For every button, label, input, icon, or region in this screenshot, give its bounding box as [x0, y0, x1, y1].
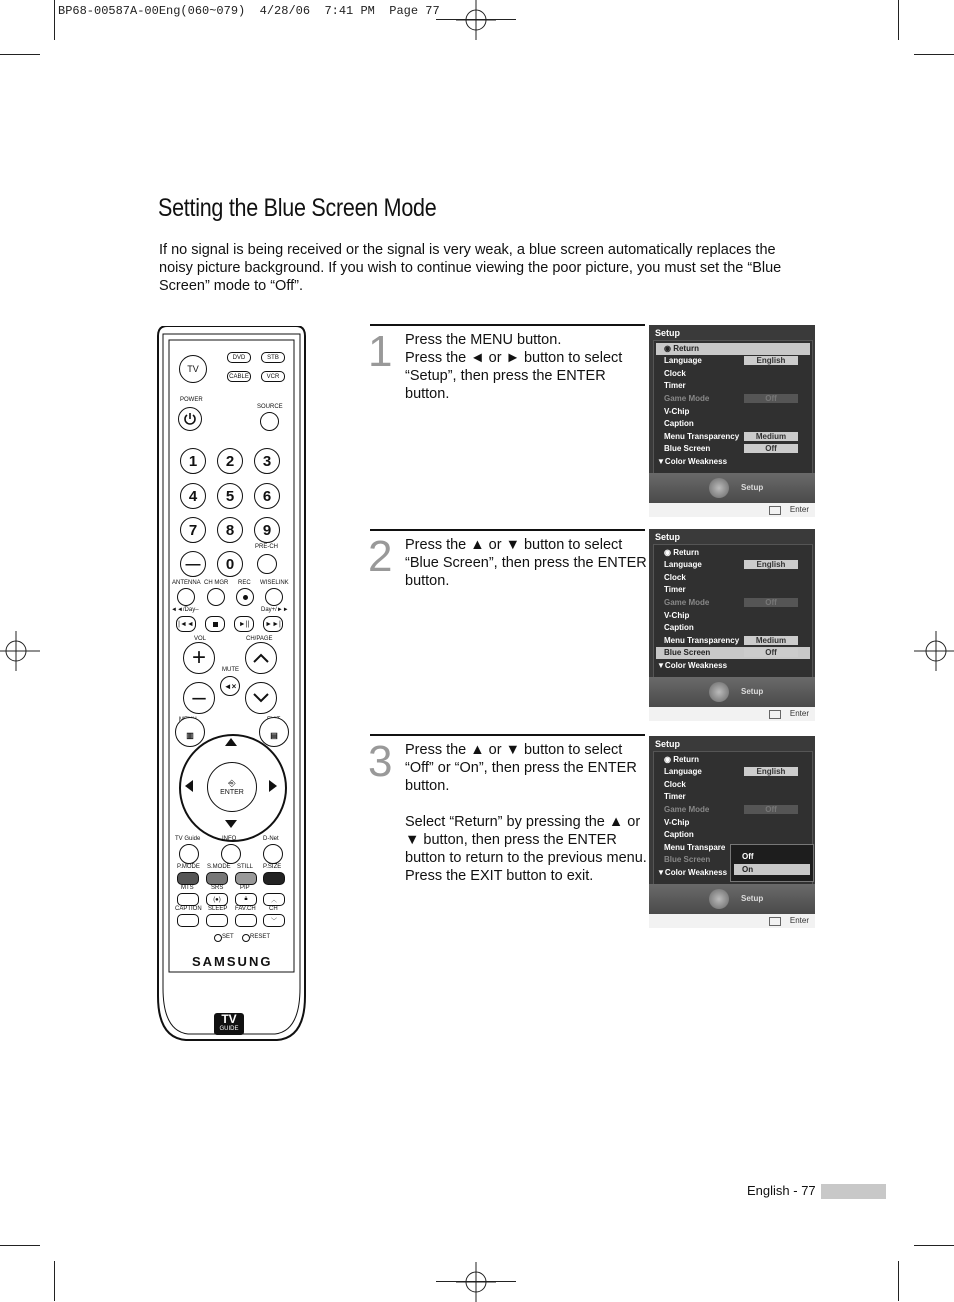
- osd-2-row-clock[interactable]: [656, 572, 810, 584]
- crop-mark: [914, 1245, 954, 1246]
- crop-mark: [54, 0, 55, 40]
- osd-2-row-timer[interactable]: [656, 584, 810, 596]
- srs-icon: (●): [213, 896, 221, 903]
- osd-2-game-mode-value: Off: [744, 598, 798, 607]
- osd-1-game-mode-value: Off: [744, 394, 798, 403]
- source-label: SOURCE: [257, 404, 283, 410]
- minus-icon: –: [192, 684, 206, 711]
- osd-1-row-vchip[interactable]: [656, 406, 810, 418]
- osd-1-enter-label: Enter: [789, 505, 809, 514]
- osd-1-row-language[interactable]: [656, 355, 810, 367]
- tvguide-label: TV Guide: [175, 836, 201, 842]
- tv-guide-badge-top: TV: [221, 1012, 237, 1026]
- digit-0-label: 0: [225, 555, 235, 573]
- registration-mark-left: [0, 631, 40, 671]
- step-3-text: [405, 741, 650, 885]
- info-label: INFO: [222, 836, 237, 842]
- chmgr-button[interactable]: [207, 588, 225, 606]
- plus-icon: +: [191, 644, 206, 671]
- mute-icon: ◄×: [223, 681, 237, 691]
- tv-button[interactable]: [179, 355, 207, 383]
- tvguide-button[interactable]: [179, 844, 199, 864]
- favch-label: FAV.CH: [235, 906, 256, 912]
- step-1-rule: [370, 324, 645, 326]
- enter-hint-icon: [769, 506, 781, 515]
- srs-button[interactable]: [206, 893, 228, 906]
- osd-3-option-popup: [730, 844, 814, 882]
- digit-8-label: 8: [225, 521, 235, 539]
- osd-2-blue-screen-value: Off: [744, 648, 798, 657]
- osd-2-caption-label: Caption: [664, 623, 694, 632]
- osd-3-color-weakness-text: Color Weakness: [664, 868, 728, 877]
- mts-button[interactable]: [177, 893, 199, 906]
- step-3-number: 3: [368, 737, 393, 786]
- digit-1-label: 1: [188, 452, 198, 470]
- osd-1-row-color-weakness[interactable]: [656, 456, 810, 468]
- power-icon: [183, 412, 197, 426]
- osd-menu-2: [649, 529, 815, 721]
- chevron-down-icon: [253, 693, 269, 703]
- osd-3-row-timer[interactable]: [656, 791, 810, 803]
- menu-button[interactable]: [175, 717, 205, 747]
- wiselink-button[interactable]: [265, 588, 283, 606]
- nav-left-button[interactable]: [185, 780, 193, 792]
- channel-up-button[interactable]: [245, 642, 277, 674]
- registration-mark-bottom: [456, 1262, 496, 1302]
- osd-2-color-weakness-text: Color Weakness: [664, 661, 728, 670]
- enter-hint-icon: [769, 710, 781, 719]
- fast-forward-icon: ►►|: [265, 620, 281, 628]
- digit-2-button[interactable]: [217, 448, 243, 474]
- psize-label: P.SIZE: [263, 864, 282, 870]
- gear-icon: [709, 889, 729, 909]
- osd-1-row-game-mode: [656, 393, 810, 405]
- wiselink-label: WISELINK: [260, 580, 289, 586]
- vcr-button[interactable]: [261, 371, 285, 382]
- osd-3-row-game-mode: [656, 804, 810, 816]
- digit-9-label: 9: [262, 521, 272, 539]
- enter-hint-icon: [769, 917, 781, 926]
- srs-label: SRS: [211, 885, 224, 891]
- osd-1-language-value: English: [744, 356, 798, 365]
- pip-button[interactable]: [235, 893, 257, 906]
- volume-down-button[interactable]: [183, 682, 215, 714]
- osd-1-game-mode-label: Game Mode: [664, 394, 710, 403]
- rec-button[interactable]: [236, 588, 254, 606]
- smode-label: S.MODE: [207, 864, 231, 870]
- osd-2-transparency-value: Medium: [744, 636, 798, 645]
- step-1-number: 1: [368, 327, 393, 376]
- dnet-label: D-Net: [263, 836, 279, 842]
- osd-2-row-caption[interactable]: [656, 622, 810, 634]
- osd-1-panel: [653, 340, 813, 474]
- osd-2-row-menu-transparency[interactable]: [656, 635, 810, 647]
- osd-1-clock-label: Clock: [664, 369, 686, 378]
- osd-2-vchip-label: V-Chip: [664, 611, 690, 620]
- pmode-label: P.MODE: [177, 864, 200, 870]
- tv-guide-badge-bottom: GUIDE: [219, 1026, 239, 1032]
- step-1-line-2: Press the ◄ or ► button to select “Setup”, then press the ENTER button.: [405, 350, 623, 402]
- digit-6-button[interactable]: [254, 483, 280, 509]
- lock-icon: 🔒︎: [244, 896, 248, 902]
- digit-5-button[interactable]: [217, 483, 243, 509]
- osd-3-game-mode-label: Game Mode: [664, 805, 710, 814]
- dvd-label: DVD: [232, 354, 246, 361]
- digit-9-button[interactable]: [254, 517, 280, 543]
- stb-button[interactable]: [261, 352, 285, 363]
- osd-1-blue-screen-value: Off: [744, 444, 798, 453]
- osd-1-footer-label: Setup: [741, 483, 764, 492]
- mts-label: MTS: [181, 885, 194, 891]
- dash-label: —: [185, 555, 201, 573]
- day-plus-label: Day+/►►: [261, 607, 289, 613]
- info-button[interactable]: [221, 844, 241, 864]
- set-button[interactable]: [214, 934, 222, 942]
- sleep-button[interactable]: [206, 914, 228, 927]
- step-2-text: [405, 536, 650, 590]
- osd-3-language-label: Language: [664, 767, 702, 776]
- osd-3-caption-label: Caption: [664, 830, 694, 839]
- osd-1-return-label: ◉ Return: [664, 344, 699, 353]
- smode-button[interactable]: [206, 872, 228, 885]
- osd-2-panel: [653, 544, 813, 678]
- step-1-text: [405, 331, 650, 403]
- step-2-number: 2: [368, 532, 393, 581]
- power-label: POWER: [180, 397, 203, 403]
- crop-mark: [0, 1245, 40, 1246]
- antenna-button[interactable]: [177, 588, 195, 606]
- intro-paragraph: If no signal is being received or the signal is very weak, a blue screen automatically replaces the noisy picture background. If you wish to continue viewing the poor picture, you must set the “Blue Screen” mode to “Off”.: [159, 242, 782, 294]
- step-3-line-1: Press the ▲ or ▼ button to select “Off” or “On”, then press the ENTER button.: [405, 742, 637, 794]
- osd-1-color-weakness-label: ▼Color Weakness: [657, 457, 728, 466]
- osd-2-return-text: Return: [673, 548, 699, 557]
- step-2-rule: [370, 529, 645, 531]
- osd-1-transparency-value: Medium: [744, 432, 798, 441]
- osd-3-return-text: Return: [673, 755, 699, 764]
- osd-1-row-menu-transparency[interactable]: [656, 431, 810, 443]
- osd-2-transparency-label: Menu Transparency: [664, 636, 740, 645]
- crop-mark: [914, 54, 954, 55]
- chpage-label: CH/PAGE: [246, 636, 273, 642]
- prech-label: PRE-CH: [255, 544, 279, 550]
- rewind-button[interactable]: [176, 616, 196, 632]
- step-3-rule: [370, 734, 645, 736]
- pmode-button[interactable]: [177, 872, 199, 885]
- digit-7-label: 7: [188, 521, 198, 539]
- osd-1-title: Setup: [655, 328, 681, 338]
- chevron-down-small-icon: ﹀: [270, 919, 277, 925]
- chevron-up-small-icon: ︿: [270, 898, 277, 904]
- crop-mark: [54, 1261, 55, 1301]
- samsung-logo: SAMSUNG: [192, 954, 273, 969]
- caption-label: CAPTION: [175, 906, 202, 912]
- osd-1-timer-label: Timer: [664, 381, 686, 390]
- osd-2-row-color-weakness[interactable]: [656, 660, 810, 672]
- osd-1-footer: [649, 473, 815, 503]
- osd-3-enter-hint: [649, 914, 815, 928]
- still-label: STILL: [237, 864, 254, 870]
- osd-3-transparency-label: Menu Transpare: [664, 843, 726, 852]
- osd-1-row-timer[interactable]: [656, 380, 810, 392]
- osd-3-vchip-label: V-Chip: [664, 818, 690, 827]
- osd-1-row-blue-screen[interactable]: [656, 443, 810, 455]
- osd-3-panel: [653, 751, 813, 885]
- psize-button[interactable]: [263, 872, 285, 885]
- crop-mark: [0, 54, 40, 55]
- nav-right-button[interactable]: [269, 780, 277, 792]
- osd-2-row-game-mode: [656, 597, 810, 609]
- osd-1-blue-screen-label: Blue Screen: [664, 444, 711, 453]
- sleep-label: SLEEP: [208, 906, 228, 912]
- volume-up-button[interactable]: [183, 642, 215, 674]
- osd-2-color-weakness-label: ▼Color Weakness: [657, 661, 728, 670]
- digit-1-button[interactable]: [180, 448, 206, 474]
- osd-menu-3: [649, 736, 815, 928]
- digit-8-button[interactable]: [217, 517, 243, 543]
- record-icon: [243, 595, 248, 600]
- osd-1-enter-hint: [649, 503, 815, 517]
- nav-down-button[interactable]: [225, 820, 237, 828]
- osd-3-footer-label: Setup: [741, 894, 764, 903]
- digit-2-label: 2: [225, 452, 235, 470]
- rec-label: REC: [238, 580, 251, 586]
- tv-guide-badge: [214, 1013, 244, 1035]
- mute-label: MUTE: [222, 667, 239, 673]
- osd-2-row-vchip[interactable]: [656, 610, 810, 622]
- play-pause-button[interactable]: [234, 616, 254, 632]
- osd-2-enter-label: Enter: [789, 709, 809, 718]
- osd-1-vchip-label: V-Chip: [664, 407, 690, 416]
- osd-2-title: Setup: [655, 532, 681, 542]
- popup-option-on[interactable]: On: [734, 864, 810, 875]
- rewind-icon: |◄◄: [178, 620, 194, 628]
- osd-2-language-label: Language: [664, 560, 702, 569]
- source-button[interactable]: [260, 412, 279, 431]
- menu-icon: ▥: [186, 730, 194, 740]
- osd-3-clock-label: Clock: [664, 780, 686, 789]
- osd-1-row-caption[interactable]: [656, 418, 810, 430]
- enter-label: ENTER: [220, 789, 244, 796]
- reset-label: RESET: [250, 934, 271, 940]
- osd-2-clock-label: Clock: [664, 573, 686, 582]
- stop-button[interactable]: [205, 616, 225, 632]
- digit-5-label: 5: [225, 487, 235, 505]
- osd-1-return-text: Return: [673, 344, 699, 353]
- chmgr-label: CH MGR: [204, 580, 229, 586]
- day-minus-label: ◄◄/Day–: [171, 607, 199, 613]
- fast-forward-button[interactable]: [263, 616, 283, 632]
- chevron-up-icon: [253, 653, 269, 663]
- osd-3-row-language[interactable]: [656, 766, 810, 778]
- still-button[interactable]: [235, 872, 257, 885]
- osd-1-color-weakness-text: Color Weakness: [664, 457, 728, 466]
- mute-button[interactable]: [220, 676, 240, 696]
- osd-2-return-label: ◉ Return: [664, 548, 699, 557]
- digit-7-button[interactable]: [180, 517, 206, 543]
- digit-3-button[interactable]: [254, 448, 280, 474]
- osd-1-row-clock[interactable]: [656, 368, 810, 380]
- osd-3-footer: [649, 884, 815, 914]
- osd-3-language-value: English: [744, 767, 798, 776]
- enter-button[interactable]: [207, 762, 257, 812]
- favch-button[interactable]: [235, 914, 257, 927]
- cable-button[interactable]: [227, 371, 251, 382]
- tv-label: TV: [187, 364, 199, 374]
- gear-icon: [709, 478, 729, 498]
- osd-3-row-return[interactable]: [656, 754, 810, 766]
- osd-3-timer-label: Timer: [664, 792, 686, 801]
- step-1-line-1: Press the MENU button.: [405, 332, 562, 348]
- prech-button[interactable]: [257, 554, 277, 574]
- exit-icon: ▤: [270, 730, 278, 740]
- cable-label: CABLE: [229, 373, 249, 380]
- channel-down-button[interactable]: [245, 682, 277, 714]
- osd-3-row-vchip[interactable]: [656, 817, 810, 829]
- osd-2-blue-screen-label: Blue Screen: [664, 648, 711, 657]
- osd-3-color-weakness-label: ▼Color Weakness: [657, 868, 728, 877]
- stb-label: STB: [267, 354, 279, 361]
- digit-4-button[interactable]: [180, 483, 206, 509]
- set-label: SET: [222, 934, 234, 940]
- ch-down-small-button[interactable]: [263, 914, 285, 927]
- nav-up-button[interactable]: [225, 738, 237, 746]
- digit-4-label: 4: [188, 487, 198, 505]
- osd-1-row-return[interactable]: [656, 343, 810, 355]
- step-3-line-2: Select “Return” by pressing the ▲ or ▼ button, then press the ENTER button to return to the previous menu. Press the EXIT button to exit.: [405, 814, 647, 884]
- vol-label: VOL: [194, 636, 207, 642]
- ch-label: CH: [269, 906, 278, 912]
- digit-6-label: 6: [262, 487, 272, 505]
- registration-mark-top: [456, 0, 496, 40]
- registration-mark-right: [914, 631, 954, 671]
- stop-icon: [213, 622, 218, 627]
- osd-2-footer: [649, 677, 815, 707]
- osd-2-row-blue-screen[interactable]: [656, 647, 810, 659]
- remote-control: [157, 326, 306, 1041]
- step-2-line-1: Press the ▲ or ▼ button to select “Blue Screen”, then press the ENTER button.: [405, 537, 647, 589]
- osd-2-timer-label: Timer: [664, 585, 686, 594]
- osd-3-row-caption[interactable]: [656, 829, 810, 841]
- osd-3-blue-screen-label: Blue Screen: [664, 855, 711, 864]
- osd-3-game-mode-value: Off: [744, 805, 798, 814]
- footer-bar: [821, 1184, 886, 1199]
- gear-icon: [709, 682, 729, 702]
- osd-2-row-language[interactable]: [656, 559, 810, 571]
- osd-3-title: Setup: [655, 739, 681, 749]
- page-number: English - 77: [747, 1183, 816, 1198]
- popup-option-off[interactable]: Off: [742, 852, 754, 861]
- digit-0-button[interactable]: [217, 551, 243, 577]
- digit-3-label: 3: [262, 452, 272, 470]
- osd-2-language-value: English: [744, 560, 798, 569]
- print-header: BP68-00587A-00Eng(060~079) 4/28/06 7:41 PM Page 77: [58, 4, 440, 18]
- enter-icon: ⎆: [228, 778, 236, 788]
- osd-2-enter-hint: [649, 707, 815, 721]
- crop-mark: [898, 1261, 899, 1301]
- osd-3-row-clock[interactable]: [656, 779, 810, 791]
- dvd-button[interactable]: [227, 352, 251, 363]
- reset-button[interactable]: [242, 934, 250, 942]
- osd-2-footer-label: Setup: [741, 687, 764, 696]
- play-pause-icon: ►||: [238, 620, 250, 628]
- osd-3-enter-label: Enter: [789, 916, 809, 925]
- antenna-label: ANTENNA: [172, 580, 201, 586]
- dnet-button[interactable]: [263, 844, 283, 864]
- osd-1-language-label: Language: [664, 356, 702, 365]
- ch-up-small-button[interactable]: [263, 893, 285, 906]
- vcr-label: VCR: [266, 373, 280, 380]
- power-button[interactable]: [178, 407, 202, 431]
- caption-button[interactable]: [177, 914, 199, 927]
- osd-2-game-mode-label: Game Mode: [664, 598, 710, 607]
- page-title: Setting the Blue Screen Mode: [158, 194, 437, 222]
- osd-1-transparency-label: Menu Transparency: [664, 432, 740, 441]
- osd-3-return-label: ◉ Return: [664, 755, 699, 764]
- osd-menu-1: [649, 325, 815, 517]
- osd-1-caption-label: Caption: [664, 419, 694, 428]
- crop-mark: [898, 0, 899, 40]
- pip-label: PIP: [240, 885, 250, 891]
- osd-2-row-return[interactable]: [656, 547, 810, 559]
- dash-button[interactable]: [180, 551, 206, 577]
